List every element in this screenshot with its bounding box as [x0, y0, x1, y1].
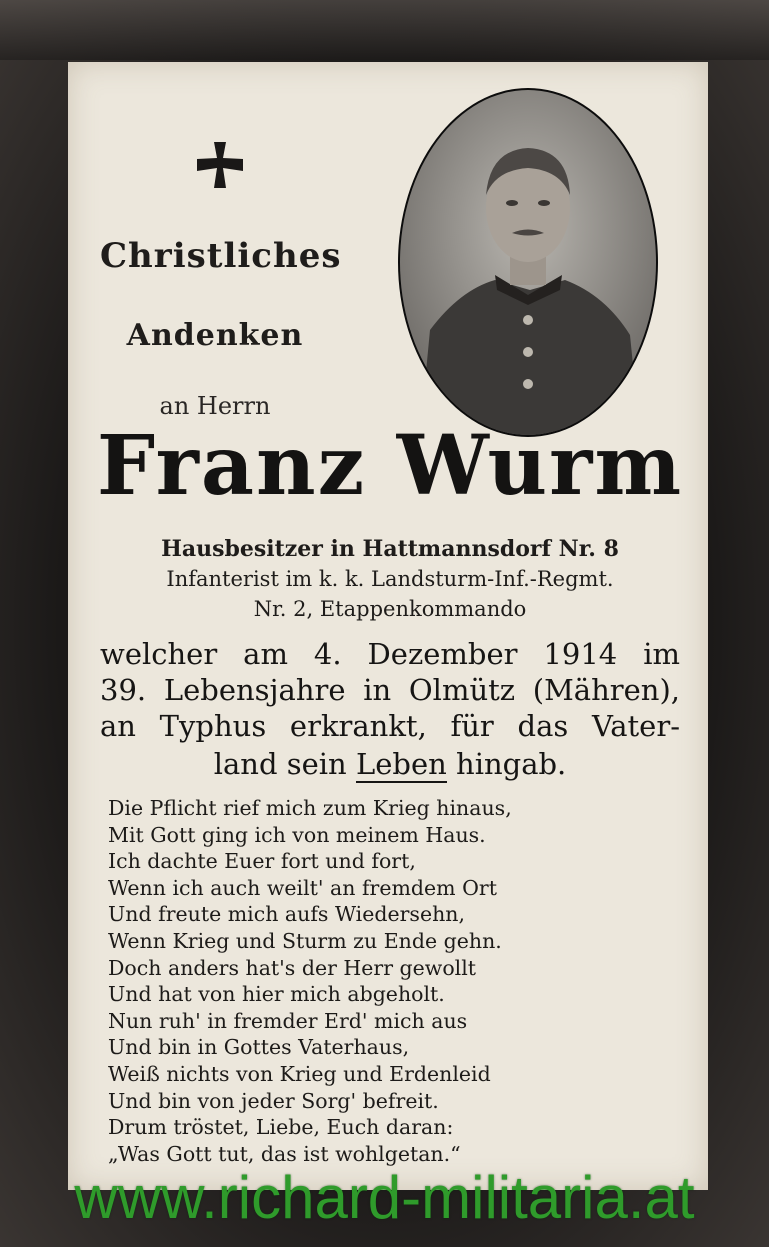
death-line-1: welcher am 4. Dezember 1914 im	[100, 637, 680, 671]
death-line-4-end: hingab.	[446, 747, 567, 781]
poem-line: Drum tröstet, Liebe, Euch daran:	[108, 1115, 454, 1140]
heading-an-herrn: an Herrn	[159, 392, 271, 420]
border-wear	[0, 0, 769, 60]
poem-line: Mit Gott ging ich von meinem Haus.	[108, 822, 486, 847]
poem-line: Ich dachte Euer fort und fort,	[108, 849, 416, 874]
portrait-photo	[398, 88, 658, 437]
death-line-4-start: land sein	[213, 747, 356, 781]
underlined-word: Leben	[355, 747, 447, 781]
poem-line: Und bin von jeder Sorg' befreit.	[108, 1088, 439, 1113]
poem-line: „Was Gott tut, das ist wohlgetan.“	[108, 1141, 461, 1166]
death-line-4	[100, 747, 680, 781]
rank-line-1: Infanterist im k. k. Landsturm-Inf.-Regmt.	[166, 567, 614, 591]
death-line-3: an Typhus erkrankt, für das Vater-	[100, 709, 680, 743]
poem-line: Doch anders hat's der Herr gewollt	[108, 955, 477, 980]
poem-line: Und freute mich aufs Wiedersehn,	[108, 902, 465, 927]
poem-line: Weiß nichts von Krieg und Erdenleid	[108, 1061, 491, 1086]
heading-andenken: Andenken	[126, 318, 304, 353]
poem-line: Nun ruh' in fremder Erd' mich aus	[108, 1008, 468, 1033]
website-watermark: www.richard-militaria.at	[74, 1164, 695, 1231]
poem-line: Die Pflicht rief mich zum Krieg hinaus,	[108, 796, 512, 820]
death-line-2: 39. Lebensjahre in Olmütz (Mähren),	[100, 673, 680, 707]
iron-cross-icon	[195, 140, 245, 190]
poem-line: Und bin in Gottes Vaterhaus,	[108, 1035, 410, 1060]
poem-line: Und hat von hier mich abgeholt.	[108, 982, 445, 1007]
heading-christliches: Christliches	[100, 236, 342, 276]
occupation-line: Hausbesitzer in Hattmannsdorf Nr. 8	[161, 536, 619, 562]
poem-line: Wenn Krieg und Sturm zu Ende gehn.	[108, 928, 502, 953]
rank-line-2: Nr. 2, Etappenkommando	[253, 597, 527, 621]
poem-line: Wenn ich auch weilt' an fremdem Ort	[108, 875, 497, 900]
deceased-name: Franz Wurm	[96, 418, 684, 514]
memorial-poem	[108, 795, 688, 1167]
